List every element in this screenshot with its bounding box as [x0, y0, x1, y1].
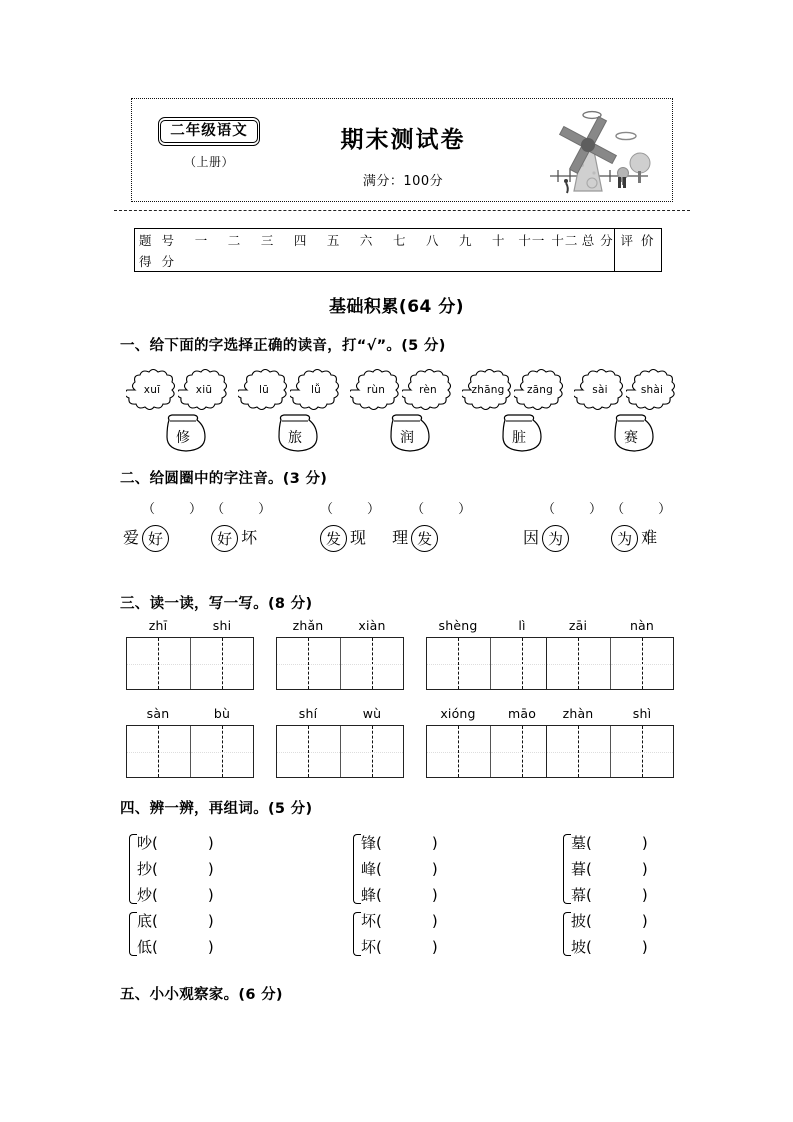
q1-bubble-pair-3: [350, 368, 462, 416]
q1-bubble-pair-1: [126, 368, 238, 416]
part-title: 基础积累(64 分): [328, 297, 465, 317]
q4-answer-blank[interactable]: ): [641, 938, 648, 956]
q3-pinyin-syllable: xiàn: [358, 618, 386, 633]
score-cell-evaluation[interactable]: [615, 250, 662, 271]
score-col-total: 总 分: [581, 232, 614, 248]
q4-row: [137, 882, 306, 908]
q4-row: [137, 830, 306, 856]
grid-cell[interactable]: [427, 638, 490, 689]
q1-pinyin-label: xuī: [143, 384, 161, 396]
q1-option-bubble[interactable]: [514, 368, 566, 412]
windmill-illustration: [530, 103, 664, 199]
paren-open: (: [152, 860, 158, 878]
score-cell-1[interactable]: [185, 250, 218, 271]
q2-word-chars: [611, 520, 671, 556]
grid-cell[interactable]: [190, 638, 254, 689]
q1-group-5: [574, 368, 686, 460]
score-table: [134, 228, 662, 272]
q4-answer-blank[interactable]: ): [641, 834, 648, 852]
paren-open: (: [152, 938, 158, 956]
q2-answer-blank[interactable]: [320, 500, 380, 520]
q1-character-pot: [605, 410, 657, 457]
q4-row: [137, 908, 306, 934]
q2-word-chars: [520, 520, 602, 556]
q4-character: 锋: [361, 834, 377, 852]
page-title: 期末测试卷: [340, 127, 466, 153]
q1-option-bubble[interactable]: [290, 368, 342, 412]
q4-character: 底: [137, 912, 153, 930]
score-col-3: 三: [260, 232, 275, 248]
q4-answer-blank[interactable]: ): [641, 912, 648, 930]
q2-plain-char: 因: [522, 528, 539, 547]
score-cell-3[interactable]: [251, 250, 284, 271]
q1-option-bubble[interactable]: [626, 368, 678, 412]
score-col-5: 五: [326, 232, 341, 248]
score-cell-2[interactable]: [218, 250, 251, 271]
q4-answer-blank[interactable]: ): [431, 860, 438, 878]
q1-option-bubble[interactable]: [574, 368, 626, 412]
bracket-open: （: [611, 502, 625, 517]
q4-answer-blank[interactable]: ): [431, 886, 438, 904]
q2-word-4: [389, 500, 471, 556]
q3-pinyin-row: [426, 618, 554, 633]
q4-character: 蜂: [361, 886, 377, 904]
q2-plain-char: 爱: [122, 528, 139, 547]
score-col-11: 十一: [518, 232, 546, 248]
q1-character: 修: [176, 430, 190, 446]
q2-answer-blank[interactable]: [211, 500, 271, 520]
header-divider: [114, 210, 690, 212]
q1-character: 润: [400, 430, 414, 446]
writing-grid[interactable]: [426, 725, 554, 778]
q4-answer-blank[interactable]: ): [431, 938, 438, 956]
q4-character: 坏: [361, 912, 377, 930]
q1-pinyin-label: sài: [592, 384, 608, 396]
q1-pinyin-label: lū: [259, 384, 269, 396]
q4-character: 披: [571, 912, 587, 930]
q4-column-2: [350, 830, 530, 960]
q3-pinyin-syllable: bù: [213, 706, 231, 721]
q1-bubble-pair-2: [238, 368, 350, 416]
q3-pinyin-syllable: shí: [298, 706, 318, 721]
paren-open: (: [376, 912, 382, 930]
q4-row: [361, 934, 530, 960]
score-col-8: 八: [425, 232, 440, 248]
q4-row: [571, 934, 740, 960]
q2-circled-char: 好: [211, 525, 238, 552]
q4-group: [126, 830, 306, 908]
grid-cell[interactable]: [277, 638, 340, 689]
q3-item: [276, 618, 410, 690]
q2-group-2: [320, 500, 471, 556]
score-cell-4[interactable]: [284, 250, 317, 271]
q2-circled-char: 为: [542, 525, 569, 552]
writing-grid[interactable]: [546, 637, 674, 690]
score-cell-12[interactable]: [548, 250, 581, 271]
score-table-row-label: 题 号: [139, 232, 177, 248]
q4-character: 坏: [361, 938, 377, 956]
paren-open: (: [586, 938, 592, 956]
writing-grid[interactable]: [276, 725, 404, 778]
q4-row: [361, 882, 530, 908]
q1-group-4: [462, 368, 574, 460]
writing-grid[interactable]: [546, 725, 674, 778]
q1-character: 赛: [624, 430, 638, 446]
score-col-2: 二: [227, 232, 242, 248]
q2-word-chars: [120, 520, 202, 556]
score-cell-6[interactable]: [350, 250, 383, 271]
q2-word-6: [611, 500, 671, 556]
question-1-body: [120, 368, 680, 460]
q4-group: [350, 830, 530, 908]
q2-word-3: [320, 500, 380, 556]
q2-plain-char: 坏: [241, 528, 258, 547]
q1-pinyin-label: zhāng: [471, 384, 505, 396]
score-col-6: 六: [359, 232, 374, 248]
q4-column-3: [560, 830, 740, 960]
q2-answer-blank[interactable]: [389, 500, 471, 520]
question-4-body: [120, 830, 680, 970]
paren-open: (: [152, 912, 158, 930]
q4-row: [361, 830, 530, 856]
q3-pinyin-syllable: shi: [212, 618, 232, 633]
q3-item: [276, 706, 410, 778]
bracket-close: ）: [367, 502, 381, 517]
score-col-7: 七: [392, 232, 407, 248]
paren-open: (: [376, 860, 382, 878]
q2-answer-blank[interactable]: [120, 500, 202, 520]
q4-answer-blank[interactable]: ): [641, 860, 648, 878]
q2-group-3: [520, 500, 671, 556]
bracket-close: ）: [458, 502, 472, 517]
q1-character: 旅: [288, 430, 302, 446]
q2-circled-char: 发: [320, 525, 347, 552]
grid-cell[interactable]: [490, 726, 554, 777]
table-row-question-number: [135, 229, 661, 250]
paren-open: (: [586, 886, 592, 904]
q3-pinyin-syllable: zhī: [148, 618, 168, 633]
q3-pinyin-syllable: lì: [518, 618, 526, 633]
q3-pinyin-syllable: wù: [362, 706, 382, 721]
writing-grid[interactable]: [126, 725, 254, 778]
grade-label: 二年级语文: [160, 120, 258, 144]
bracket-close: ）: [658, 502, 672, 517]
q2-plain-char: 现: [349, 528, 366, 547]
q4-row: [137, 856, 306, 882]
score-cell-5[interactable]: [317, 250, 350, 271]
q1-character-pot: [381, 410, 433, 457]
question-2-title: 二、给圆圈中的字注音。(3 分): [120, 471, 328, 487]
q3-pinyin-row: [276, 618, 404, 633]
q1-option-bubble[interactable]: [462, 368, 514, 412]
score-cell-total[interactable]: [581, 250, 614, 271]
full-score-label: 满分：100分: [362, 174, 444, 189]
q1-pinyin-label: rèn: [419, 384, 437, 396]
grid-cell[interactable]: [610, 638, 674, 689]
q3-item: [546, 706, 680, 778]
q4-row: [571, 856, 740, 882]
q4-row: [571, 908, 740, 934]
q1-option-bubble[interactable]: [126, 368, 178, 412]
q4-character: 墓: [571, 834, 587, 852]
score-col-4: 四: [293, 232, 308, 248]
grid-cell[interactable]: [547, 638, 610, 689]
q3-pinyin-syllable: xióng: [440, 706, 476, 721]
writing-grid[interactable]: [126, 637, 254, 690]
paren-open: (: [376, 886, 382, 904]
q3-item: [426, 618, 560, 690]
q2-word-chars: [211, 520, 271, 556]
score-col-evaluation: 评 价: [615, 229, 662, 250]
grid-cell[interactable]: [547, 726, 610, 777]
q3-item: [426, 706, 560, 778]
q3-pinyin-row: [276, 706, 404, 721]
q4-answer-blank[interactable]: ): [431, 912, 438, 930]
q3-item: [126, 706, 260, 778]
q1-option-bubble[interactable]: [350, 368, 402, 412]
q1-pinyin-label: shài: [640, 384, 664, 396]
bracket-open: （: [211, 502, 225, 517]
q4-answer-blank[interactable]: ): [431, 834, 438, 852]
q4-group: [126, 908, 306, 960]
question-3-title: 三、读一读，写一写。(8 分): [120, 596, 313, 612]
q2-circled-char: 为: [611, 525, 638, 552]
q3-pinyin-row: [126, 618, 254, 633]
q3-item: [546, 618, 680, 690]
q1-option-bubble[interactable]: [178, 368, 230, 412]
q1-option-bubble[interactable]: [402, 368, 454, 412]
score-table-row-label-score: 得 分: [139, 253, 177, 269]
q4-character: 抄: [137, 860, 153, 878]
paren-open: (: [152, 886, 158, 904]
grid-cell[interactable]: [427, 726, 490, 777]
bracket-close: ）: [258, 502, 272, 517]
paren-open: (: [586, 912, 592, 930]
score-cell-11[interactable]: [515, 250, 548, 271]
q1-character-pot: [493, 410, 545, 457]
q1-group-3: [350, 368, 462, 460]
q3-pinyin-syllable: zhàn: [562, 706, 594, 721]
q1-bubble-pair-4: [462, 368, 574, 416]
q4-row: [137, 934, 306, 960]
q1-character-pot: [157, 410, 209, 457]
q3-pinyin-syllable: zhǎn: [292, 618, 324, 633]
q3-pinyin-row: [126, 706, 254, 721]
q4-answer-blank[interactable]: ): [641, 886, 648, 904]
q3-pinyin-syllable: zāi: [568, 618, 588, 633]
question-3-body: [120, 618, 680, 783]
q3-item: [126, 618, 260, 690]
q4-group: [560, 830, 740, 908]
q1-character-pot: [269, 410, 321, 457]
q2-word-5: [520, 500, 602, 556]
q1-pinyin-label: lǚ: [311, 384, 321, 396]
grid-cell[interactable]: [127, 726, 190, 777]
q4-row: [361, 856, 530, 882]
bracket-open: （: [542, 502, 556, 517]
q4-character: 炒: [137, 886, 153, 904]
q4-character: 峰: [361, 860, 377, 878]
q3-pinyin-row: [426, 706, 554, 721]
score-col-10: 十: [492, 232, 506, 248]
q4-row: [361, 908, 530, 934]
paren-open: (: [586, 860, 592, 878]
q4-answer-blank[interactable]: ): [207, 834, 214, 852]
writing-grid[interactable]: [276, 637, 404, 690]
grid-cell[interactable]: [190, 726, 254, 777]
q2-word-1: [120, 500, 202, 556]
writing-grid[interactable]: [426, 637, 554, 690]
q4-character: 幕: [571, 886, 587, 904]
bracket-open: （: [142, 502, 156, 517]
q4-column-1: [126, 830, 306, 960]
q1-option-bubble[interactable]: [238, 368, 290, 412]
paren-open: (: [586, 834, 592, 852]
bracket-close: ）: [589, 502, 603, 517]
q4-group: [350, 908, 530, 960]
grid-cell[interactable]: [127, 638, 190, 689]
bracket-open: （: [411, 502, 425, 517]
q4-answer-blank[interactable]: ): [207, 938, 214, 956]
q2-circled-char: 发: [411, 525, 438, 552]
q4-answer-blank[interactable]: ): [207, 886, 214, 904]
q2-answer-blank[interactable]: [520, 500, 602, 520]
q4-row: [571, 882, 740, 908]
question-2-body: [120, 500, 680, 570]
q1-group-2: [238, 368, 350, 460]
q3-pinyin-syllable: nàn: [629, 618, 655, 633]
q1-pinyin-label: zāng: [526, 384, 554, 396]
q4-character: 暮: [571, 860, 587, 878]
question-5-title: 五、小小观察家。(6 分): [120, 987, 283, 1003]
q1-bubble-pair-5: [574, 368, 686, 416]
q2-group-1: [120, 500, 271, 556]
q3-pinyin-row: [546, 706, 674, 721]
q2-word-chars: [389, 520, 471, 556]
q1-pinyin-label: rùn: [366, 384, 386, 396]
grid-cell[interactable]: [610, 726, 674, 777]
q3-pinyin-syllable: shèng: [438, 618, 478, 633]
q1-group-1: [126, 368, 238, 460]
grid-cell[interactable]: [340, 726, 404, 777]
score-cell-7[interactable]: [383, 250, 416, 271]
q4-group: [560, 908, 740, 960]
bracket-open: （: [320, 502, 334, 517]
q4-character: 低: [137, 938, 153, 956]
q3-pinyin-row: [546, 618, 674, 633]
score-col-1: 一: [194, 232, 209, 248]
q3-pinyin-syllable: sàn: [146, 706, 170, 721]
q1-character: 脏: [512, 430, 526, 446]
q2-word-chars: [320, 520, 380, 556]
grid-cell[interactable]: [277, 726, 340, 777]
q2-answer-blank[interactable]: [611, 500, 671, 520]
bracket-close: ）: [189, 502, 203, 517]
grid-cell[interactable]: [490, 638, 554, 689]
q1-pinyin-label: xiū: [195, 384, 213, 396]
paren-open: (: [152, 834, 158, 852]
q4-character: 坡: [571, 938, 587, 956]
grid-cell[interactable]: [340, 638, 404, 689]
q2-circled-char: 好: [142, 525, 169, 552]
score-cell-9[interactable]: [449, 250, 482, 271]
table-row-score: [135, 250, 661, 271]
q3-pinyin-syllable: shì: [632, 706, 652, 721]
paren-open: (: [376, 834, 382, 852]
question-4-title: 四、辨一辨，再组词。(5 分): [120, 801, 313, 817]
q4-row: [571, 830, 740, 856]
q2-plain-char: 难: [641, 528, 658, 547]
q4-answer-blank[interactable]: ): [207, 860, 214, 878]
score-cell-10[interactable]: [482, 250, 515, 271]
header-banner: [131, 98, 673, 202]
paren-open: (: [376, 938, 382, 956]
q4-character: 吵: [137, 834, 153, 852]
score-cell-8[interactable]: [416, 250, 449, 271]
score-col-12: 十二: [551, 232, 579, 248]
q2-plain-char: 理: [392, 528, 409, 547]
score-col-9: 九: [459, 232, 473, 248]
volume-label: （上册）: [183, 154, 234, 169]
q4-answer-blank[interactable]: ): [207, 912, 214, 930]
q3-pinyin-syllable: māo: [507, 706, 537, 721]
q2-word-2: [211, 500, 271, 556]
question-1-title: 一、给下面的字选择正确的读音，打“√”。(5 分): [120, 338, 446, 354]
